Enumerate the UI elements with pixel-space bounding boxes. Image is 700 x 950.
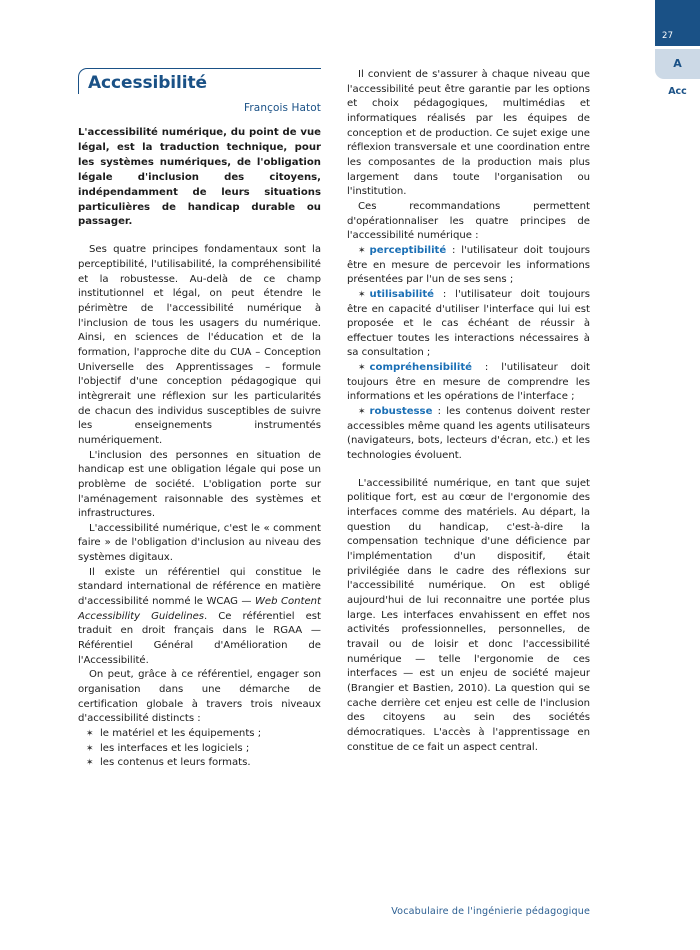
list-item-label: le matériel et les équipements ; xyxy=(100,728,262,739)
running-footer: Vocabulaire de l'ingénierie pédagogique xyxy=(391,906,590,917)
principle-term: robustesse xyxy=(369,406,433,418)
paragraph-wcag xyxy=(78,566,321,669)
list-item xyxy=(347,244,590,288)
star-bullet-icon: ✶ xyxy=(358,289,366,300)
star-bullet-icon: ✶ xyxy=(358,363,366,374)
star-bullet-icon: ✶ xyxy=(86,743,94,754)
right-column xyxy=(347,68,590,858)
accessibility-levels-list xyxy=(78,727,321,771)
star-bullet-icon: ✶ xyxy=(358,407,366,418)
principle-definition: : l'utilisateur doit toujours être en mesure de percevoir les informations présentées par l'un de ses sens ; xyxy=(347,244,590,286)
principle-definition: : les contenus doivent rester accessibles même quand les agents utilisateurs (navigateurs, bots, lecteurs d'écran, etc.) et les technologies évoluent. xyxy=(347,406,590,462)
paragraph: L'accessibilité numérique, c'est le « comment faire » de l'obligation d'inclusion au niveau des systèmes digitaux. xyxy=(78,522,321,564)
list-item xyxy=(347,405,590,464)
list-item xyxy=(78,742,321,757)
list-item xyxy=(347,361,590,405)
edge-index xyxy=(655,0,700,150)
star-bullet-icon: ✶ xyxy=(86,758,94,769)
lead-paragraph: L'accessibilité numérique, du point de vue légal, est la traduction technique, pour les systèmes numériques, de l'obligation légale d'inclusion des citoyens, indépendamment de leurs situations particulières de handicap durable ou passager. xyxy=(78,127,321,228)
left-column xyxy=(78,68,321,858)
wcag-text-before: Il existe un référentiel qui constitue le standard international de référence en matière d'accessibilité nommé le WCAG — xyxy=(78,566,321,608)
folio-block xyxy=(655,0,700,46)
page-title: Accessibilité xyxy=(88,73,207,93)
paragraph: Ses quatre principes fondamentaux sont la perceptibilité, l'utilisabilité, la compréhensibilité et la robustesse. Au-delà de ce champ institutionnel et légal, on peut étendre le périmètre de l'accessibilité numérique à l'inclusion de tous les usagers du numérique. Ainsi, en sciences de l'éducation et de la formation, l'approche dite du CUA – Conception Universelle des Apprentissages – formule l'objectif d'une conception pédagogique qui intègrerait une réflexion sur les particularités de chacun des individus susceptibles de suivre les enseignements instrumentés numériquement. xyxy=(78,244,321,446)
paragraph: L'inclusion des personnes en situation de handicap est une obligation légale qui pose un problème de société. L'obligation porte sur l'aménagement raisonnable des systèmes et infrastructures. xyxy=(78,449,321,520)
star-bullet-icon: ✶ xyxy=(86,729,94,739)
star-bullet-icon: ✶ xyxy=(358,245,366,256)
thumb-tab-letter: A xyxy=(673,57,682,70)
list-item-label: les contenus et leurs formats. xyxy=(100,757,251,769)
paragraph: L'accessibilité numérique, en tant que sujet politique fort, est au cœur de l'ergonomie des interfaces comme des matériels. Au départ, la question du handicap, c'est-à-dire la compensation technique d'une déficience par l'implémentation d'un dispositif, était privilégiée dans le cadre des réflexions sur l'accessibilité numérique. On est obligé aujourd'hui de lui reconnaitre une portée plus large. Les interfaces envahissent en effet nos activités professionnelles, personnelles, de travail ou de loisir et donc l'accessibilité numérique — telle l'ergonomie de ces interfaces — est un enjeu de société majeur (Brangier et Bastien, 2010). La question qui se cache derrière cet enjeu est celle de l'inclusion des citoyens au sein des sociétés démocratiques. L'accès à l'apprentissage en constitue de ce fait un aspect central. xyxy=(347,477,590,753)
list-item-label: les interfaces et les logiciels ; xyxy=(100,742,250,754)
list-item xyxy=(347,288,590,361)
thumb-tab-word: Acc xyxy=(668,86,687,97)
paragraph: Il convient de s'assurer à chaque niveau que l'accessibilité peut être garantie par les options et choix pédagogiques, multimédias et informatiques réalisés par les équipes de conception et de production. Ce sujet exige une réflexion transversale et une coordination entre les composantes de la production mais plus largement dans toute l'organisation ou l'institution. xyxy=(347,69,590,198)
paragraph-principles-intro: Ces recommandations permettent d'opérationnaliser les quatre principes de l'accessibilité numérique : xyxy=(347,200,590,242)
paragraph-list-intro: On peut, grâce à ce référentiel, engager son organisation dans une démarche de certification globale à travers trois niveaux d'accessibilité distincts : xyxy=(78,669,321,725)
principle-term: utilisabilité xyxy=(369,288,435,300)
title-rule xyxy=(78,68,321,94)
thumb-tab xyxy=(655,49,700,79)
wcag-title-italic: Web Content Accessibility Guidelines xyxy=(78,596,321,622)
article-author: François Hatot xyxy=(244,102,321,114)
principles-list xyxy=(347,244,590,464)
principle-term: perceptibilité xyxy=(369,244,447,256)
principle-definition: : l'utilisateur doit toujours être en mesure de comprendre les informations et les opérations de l'interface ; xyxy=(347,362,590,403)
principle-term: compréhensibilité xyxy=(369,362,472,374)
list-item xyxy=(78,727,321,742)
text-columns xyxy=(78,68,590,858)
page-number: 27 xyxy=(662,31,674,41)
principle-definition: : l'utilisateur doit toujours être en capacité d'utiliser l'interface qui lui est proposée et le cas échéant de réussir à effectuer toutes les interactions nécessaires à sa consultation ; xyxy=(347,288,590,359)
list-item xyxy=(78,756,321,771)
wcag-text-after: . Ce référentiel est traduit en droit français dans le RGAA — Référentiel Général d'Amélioration de l'Accessibilité. xyxy=(78,610,321,666)
